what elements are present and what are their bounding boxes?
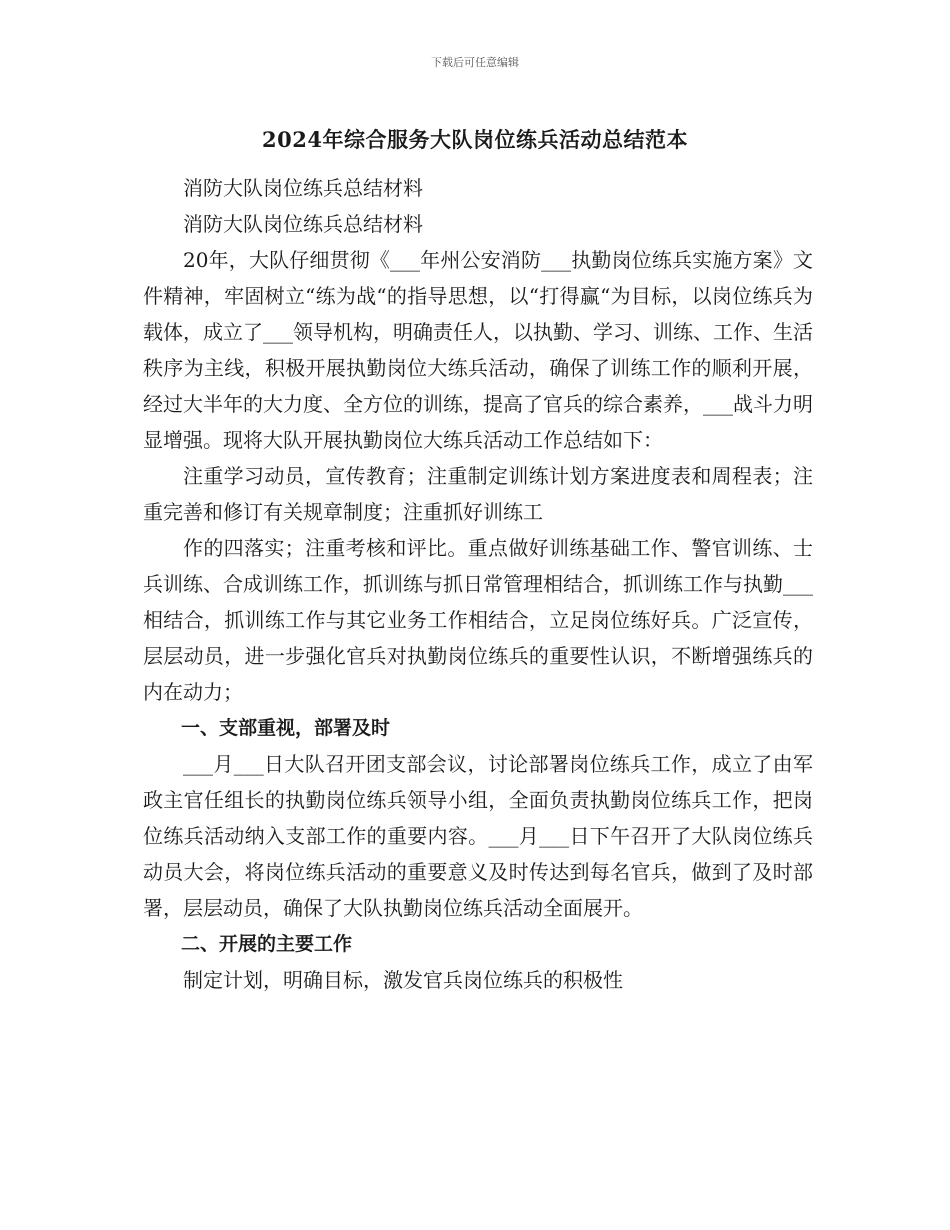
section-heading: 二、开展的主要工作 [181,933,353,955]
subtitle-line: 消防大队岗位练兵总结材料 [183,212,423,236]
section-heading: 一、支部重视，部署及时 [181,717,391,739]
body-paragraph: 注重学习动员，宣传教育；注重制定训练计划方案进度表和周程表；注重完善和修订有关规章制度；注重抓好训练工 [143,464,813,524]
body-paragraph: 作的四落实；注重考核和评比。重点做好训练基础工作、警官训练、士兵训练、合成训练工作，抓训练与抓日常管理相结合，抓训练工作与执勤___相结合，抓训练工作与其它业务工作相结合，立足岗位练好兵。广泛宣传，层层动员，进一步强化官兵对执勤岗位练兵的重要性认识，不断增强练兵的内在动力； [143,536,813,704]
body-paragraph: 制定计划，明确目标，激发官兵岗位练兵的积极性 [183,968,623,992]
header-note: 下载后可任意编辑 [431,56,519,69]
body-paragraph: ___月___日大队召开团支部会议，讨论部署岗位练兵工作，成立了由军政主官任组长的执勤岗位练兵领导小组，全面负责执勤岗位练兵工作，把岗位练兵活动纳入支部工作的重要内容。___月___日下午召开了大队岗位练兵动员大会，将岗位练兵活动的重要意义及时传达到每名官兵，做到了及时部署，层层动员，确保了大队执勤岗位练兵活动全面展开。 [143,752,813,920]
subtitle-line: 消防大队岗位练兵总结材料 [183,176,423,200]
document-title: 2024年综合服务大队岗位练兵活动总结范本 [262,127,688,152]
body-paragraph: 20年，大队仔细贯彻《___年州公安消防___执勤岗位练兵实施方案》文件精神，牢固树立“练为战“的指导思想，以“打得赢“为目标，以岗位练兵为载体，成立了___领导机构，明确责任人，以执勤、学习、训练、工作、生活秩序为主线，积极开展执勤岗位大练兵活动，确保了训练工作的顺利开展，经过大半年的大力度、全方位的训练，提高了官兵的综合素养，___战斗力明显增强。现将大队开展执勤岗位大练兵活动工作总结如下： [143,248,813,452]
document-body [143,170,813,998]
